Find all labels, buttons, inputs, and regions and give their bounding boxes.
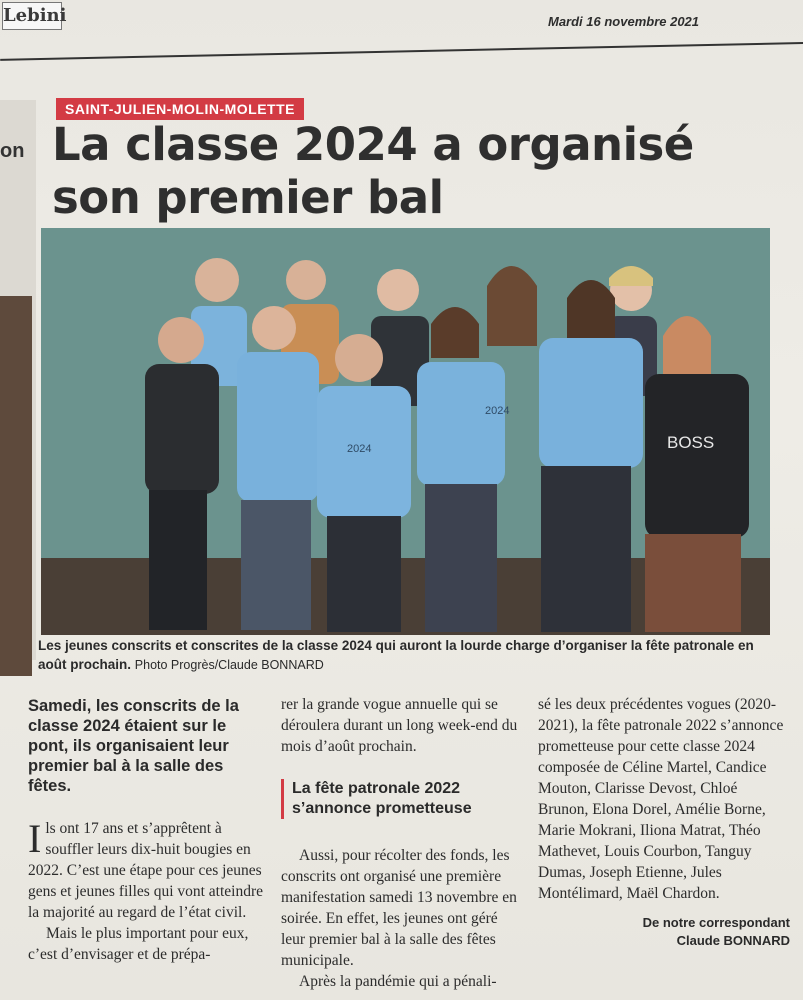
- paragraph-4-continued: sé les deux précédentes vogues (2020-2021), la fête patronale 2022 s’annonce prometteuse pour cette classe 2024 composée de Céline Martel, Candice Mouton, Clarisse Devost, Chloé Brunon, Elona Dorel, Amélie Borne, Marie Mokrani, Iliona Matrat, Théo Mathevet, Louis Courbon, Tanguy Dumas, Joseph Etienne, Jules Montélimard, Maël Chardon.: [538, 696, 784, 902]
- adjacent-photo-edge: [0, 296, 32, 676]
- issue-date: Mardi 16 novembre 2021: [548, 14, 700, 29]
- paragraph-2: Mais le plus important pour eux, c’est d’envisager et de prépa-: [28, 925, 249, 963]
- brand-print: BOSS: [667, 433, 715, 452]
- watermark-logo: Lebini: [2, 2, 62, 30]
- dropcap: I: [28, 816, 42, 861]
- paragraph-1-text: ls ont 17 ans et s’apprêtent à souffler leurs dix-huit bougies en 2022. C’est une étape pour ces jeunes gens et jeunes filles qui vont atteindre la majorité au regard de l’état civil.: [28, 820, 264, 921]
- paragraph-2-continued: rer la grande vogue annuelle qui se déroulera durant un long week-end du mois d’août prochain.: [281, 696, 518, 755]
- article-column-2: [281, 694, 521, 992]
- shirt-print-1: 2024: [347, 443, 372, 455]
- article-column-3: [538, 694, 790, 950]
- location-kicker: SAINT-JULIEN-MOLIN-MOLETTE: [56, 98, 304, 120]
- byline-role: De notre correspondant: [642, 915, 790, 930]
- photo-caption: [38, 636, 774, 675]
- paragraph-3: Aussi, pour récolter des fonds, les conscrits ont organisé une première manifestation samedi 13 novembre en soirée. En effet, les jeunes ont géré leur premier bal à la salle des fêtes municipale.: [281, 847, 517, 969]
- adjacent-text-fragment: on: [0, 140, 25, 162]
- group-photo-illustration: [41, 228, 770, 635]
- article-column-1: [28, 696, 264, 965]
- byline: [538, 914, 790, 950]
- adjacent-column-fragment: [0, 100, 36, 660]
- photo-credit: Photo Progrès/Claude BONNARD: [134, 658, 324, 672]
- byline-author: Claude BONNARD: [676, 933, 790, 948]
- header-rule: [0, 42, 803, 61]
- article-headline: La classe 2024 a organisé son premier bal: [52, 118, 694, 224]
- group-photo: [41, 228, 770, 635]
- article-lead: Samedi, les conscrits de la classe 2024 étaient sur le pont, ils organisaient leur premier bal à la salle des fêtes.: [28, 697, 239, 795]
- shirt-print-2: 2024: [485, 405, 510, 417]
- paragraph-1: [28, 818, 264, 923]
- article-subhead: La fête patronale 2022 s’annonce prometteuse: [281, 779, 521, 819]
- paragraph-4: Après la pandémie qui a pénali-: [299, 973, 497, 990]
- caption-text: Les jeunes conscrits et conscrites de la classe 2024 qui auront la lourde charge d’organiser la fête patronale en août prochain.: [38, 638, 754, 672]
